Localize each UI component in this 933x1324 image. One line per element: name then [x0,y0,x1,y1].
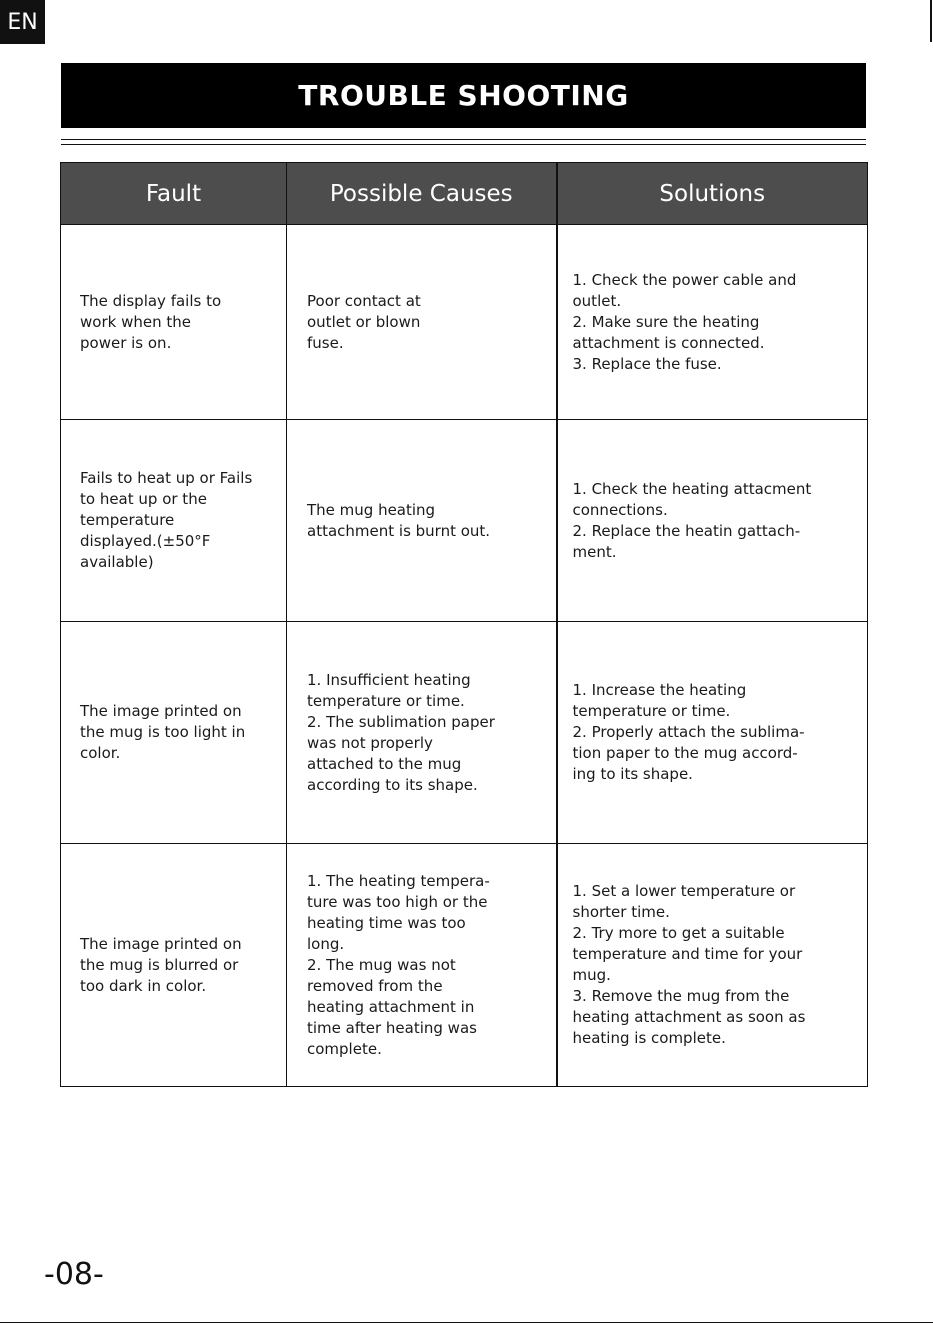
solution-cell [557,622,868,844]
table-row [61,225,868,420]
troubleshooting-table [60,162,868,1087]
fault-cell [61,622,287,844]
table-row [61,420,868,622]
cause-text: 1. The heating tempera- ture was too high or the heating time was too long. 2. The mug was not removed from the heating attachment in time after heating was complete. [307,871,490,1058]
solution-cell [557,844,868,1087]
section-title: TROUBLE SHOOTING [61,63,866,128]
fault-cell [61,225,287,420]
cause-cell [287,844,557,1087]
cause-text: The mug heating attachment is burnt out. [307,500,491,540]
solution-text: 1. Increase the heating temperature or time. 2. Properly attach the sublima- tion paper to the mug accord- ing to its shape. [572,681,805,783]
cause-cell [287,622,557,844]
solution-cell [557,225,868,420]
corner-mark [930,0,932,42]
fault-text: The image printed on the mug is too light in color. [80,702,246,762]
divider-line-bottom [61,144,866,145]
fault-cell [61,844,287,1087]
solution-cell [557,420,868,622]
table-row [61,844,868,1087]
cause-cell [287,420,557,622]
solution-text: 1. Check the power cable and outlet. 2. Make sure the heating attachment is connected. 3. Replace the fuse. [572,270,797,373]
cause-text: 1. Insufficient heating temperature or time. 2. The sublimation paper was not properly attached to the mug according to its shape. [307,670,495,794]
page-number: -08- [44,1257,104,1292]
cause-cell [287,225,557,420]
language-tab: EN [0,0,45,44]
header-fault: Fault [61,163,287,225]
solution-text: 1. Check the heating attacment connections. 2. Replace the heatin gattach- ment. [572,479,812,561]
table-row [61,622,868,844]
header-possible-causes: Possible Causes [287,163,557,225]
fault-text: The image printed on the mug is blurred or too dark in color. [80,934,242,995]
fault-text: The display fails to work when the power is on. [80,291,222,352]
fault-text: Fails to heat up or Fails to heat up or the temperature displayed.(±50°F available) [80,469,253,571]
bottom-line [0,1322,933,1323]
fault-cell [61,420,287,622]
table-header-row [61,163,868,225]
header-solutions: Solutions [557,163,868,225]
cause-text: Poor contact at outlet or blown fuse. [307,291,421,352]
solution-text: 1. Set a lower temperature or shorter time. 2. Try more to get a suitable temperature and time for your mug. 3. Remove the mug from the heating attachment as soon as heating is complete. [572,882,806,1047]
divider-line-top [61,139,866,140]
